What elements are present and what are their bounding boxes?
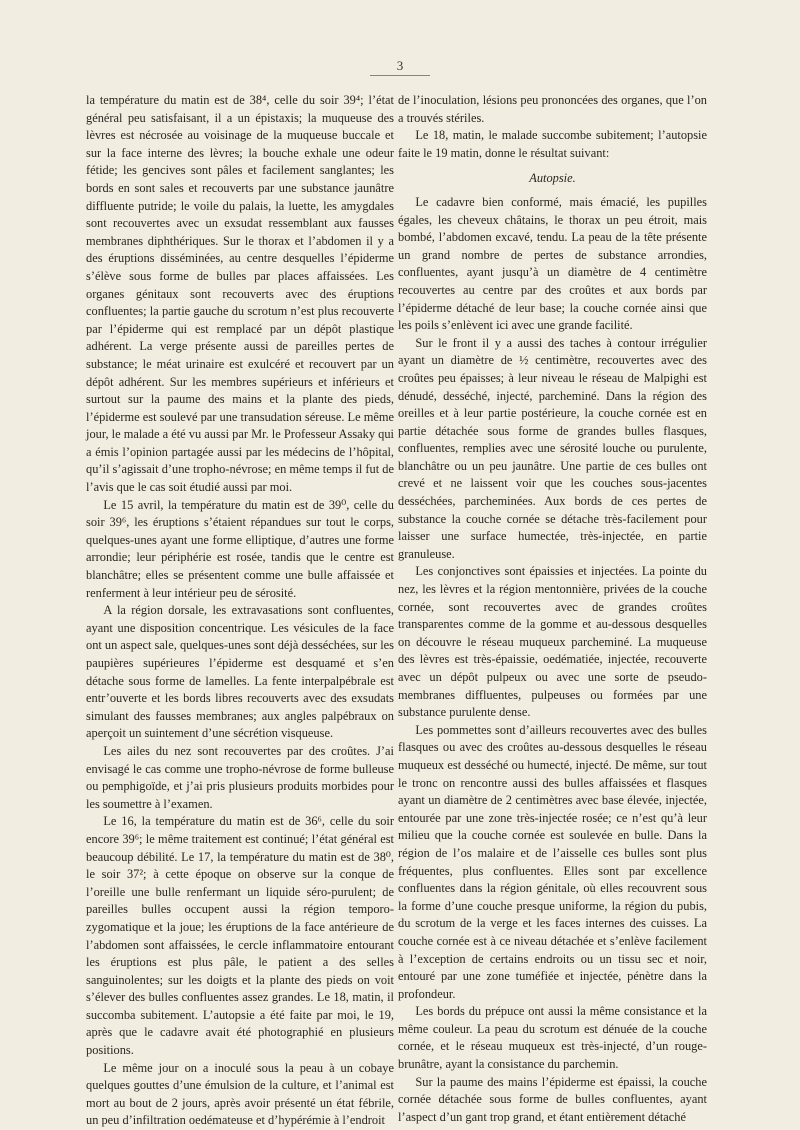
page-number: 3: [396, 58, 404, 73]
paragraph: la température du matin est de 38⁴, celle du soir 39⁴; l’état général peu satisfaisant, il a un épistaxis; la muqueuse des lèvres est nécrosée au voisinage de la muqueuse buccale et sur la face interne des lèvres; la bouche exhale une odeur fétide; les gencives sont pâles et facilement sanglantes; les bords en sont sales et recouverts par une substance jaunâtre diffluente putride; le voile du palais, la luette, les amygdales sont recouvertes avec un exsudat ressemblant aux fausses membranes diphthériques. Sur le thorax et l’abdomen il y a des éruptions disséminées, au centre desquelles l’épiderme s’élève sous forme de bulles par places affaissées. Les organes génitaux sont recouverts avec des éruptions confluentes; la partie gauche du scrotum n’est plus recouverte par l’épiderme qui est remplacé par un dépôt plastique adhérent. La verge présente aussi de pareilles pertes de substance; le méat urinaire est exulcéré et recouvert par un dépôt adhérent. Sur les membres supérieurs et inférieurs et surtout sur la paume des mains et la plante des pieds, l’épiderme est soulevé par une transudation séreuse. Le même jour, le malade a été vu aussi par Mr. le Professeur Assaky qui a émis l’opinion partagée aussi par les médecins de l’hôpital, qu’il s’agissait d’une tropho-névrose; en même temps il fut de l’avis que le cas soit étudié aussi par moi.: [86, 93, 394, 495]
paragraph: A la région dorsale, les extravasations sont confluentes, ayant une disposition concentrique. Les vésicules de la face ont un aspect sale, quelques-unes sont déjà desséchées, sur les paupières supérieures l’épiderme est desquamé et s’en détache sous forme de lamelles. La fente interpalpébrale est entr’ouverte et les bords libres recouverts avec des exsudats simulant des fausses membranes; aux angles palpébraux on aperçoit un suintement d’une sécrétion visqueuse.: [86, 603, 394, 741]
paragraph: Les pommettes sont d’ailleurs recouvertes avec des bulles flasques ou avec des croûtes au-dessous desquelles le réseau muqueux est desséché ou humecté, injecté. De même, sur tout le tronc on rencontre aussi des bulles affaissées et flasques ayant un diamètre de 2 centimètres avec base élevée, injectée, entourée par une zone très-injectée rosée; ce n’est qu’à leur milieu que la couche cornée est soulevée en bulle. Dans la région de l’os malaire et de l’aisselle ces bulles sont plus fréquentes, plus confluentes. Elles sont par excellence confluentes dans la région génitale, où elles recouvrent sous la forme d’une couche presque uniforme, la région du pubis, du scrotum de la verge et les faces internes des cuisses. La couche cornée est à ce niveau détachée et s’enlève facilement à l’exception de certains endroits ou un tissu sec et noir, entouré par une zone tuméfiée et injectée, pénètre dans la profondeur.: [398, 722, 707, 1001]
section-title: Autopsie.: [529, 171, 576, 186]
paragraph: Les bords du prépuce ont aussi la même consistance et la même couleur. La peau du scrotum est dénuée de la couche cornée, et le réseau muqueux est très-injecté, d’un rouge-brunâtre, ayant la consistance du parchemin.: [398, 1004, 707, 1072]
paragraph: Le 18, matin, le malade succombe subitement; l’autopsie faite le 19 matin, donne le résultat suivant:: [398, 128, 707, 160]
left-column: [86, 92, 394, 1130]
paragraph: Le 15 avril, la température du matin est de 39⁰, celle du soir 39⁶, les éruptions s’étaient répandues sur tout le corps, quelques-unes ayant une forme elliptique, d’autres une forme arrondie; leur périphérie est rosée, tandis que le centre est blanchâtre; elles se présentent comme une bulle affaissée et renferment à leur intérieur peu de sérosité.: [86, 497, 394, 600]
paragraph: de l’inoculation, lésions peu prononcées des organes, que l’on a trouvés stériles.: [398, 93, 707, 125]
paragraph: Sur la paume des mains l’épiderme est épaissi, la couche cornée détachée sous forme de bulles confluentes, ayant l’aspect d’un gant trop grand, et étant entièrement détaché: [398, 1074, 707, 1124]
paragraph: Les ailes du nez sont recouvertes par des croûtes. J’ai envisagé le cas comme une tropho-névrose de forme bulleuse ou pemphigoïde, et j’ai pris plusieurs produits morbides pour les soumettre à l’examen.: [86, 743, 394, 811]
paragraph: Les conjonctives sont épaissies et injectées. La pointe du nez, les lèvres et la région mentonnière, privées de la couche cornée, sont recouvertes avec de grandes croûtes transparentes comme de la gomme et au-dessous desquelles on découvre le réseau muqueux parcheminé. La muqueuse des lèvres est très-épaissie, oedématiée, injectée, recouverte avec un dépôt pulpeux ou avec une sorte de pseudo-membranes diffluentes, pulpeuses ou formées par une substance purulente dense.: [398, 564, 707, 720]
paragraph: Le même jour on a inoculé sous la peau à un cobaye quelques gouttes d’une émulsion de la culture, et l’animal est mort au bout de 2 jours, après avoir présenté un état fébrile, un peu d’infiltration oedémateuse et d’hypérémie à l’endroit: [86, 1060, 394, 1128]
right-column: [398, 92, 707, 1126]
paragraph: Le 16, la température du matin est de 36⁶, celle du soir encore 39⁶; le même traitement est continué; l’état général est beaucoup débilité. Le 17, la température du matin est de 38⁰, le soir 37²; à cette époque on observe sur la conque de l’oreille une bulle renfermant un liquide séro-purulent; de pareilles bulles occupent aussi la région temporo-zygomatique et la joue; les éruptions de la face antérieure de l’abdomen sont affaissées, le cercle inflammatoire entourant les éruptions est plus pâle, le patient a des selles sanguinolentes; sur les doigts et la plante des pieds on voit s’élever des bulles confluentes assez grandes. Le 18, matin, il succomba subitement. L’autopsie a été faite par moi, le 19, après que le cadavre avait été photographié en plusieurs positions.: [86, 814, 394, 1058]
paragraph: Sur le front il y a aussi des taches à contour irrégulier ayant un diamètre de ½ centimètre, recouvertes avec des croûtes peu épaisses; à leur niveau le réseau de Malpighi est dénudé, desséché, injecté, parcheminé. Dans la région des oreilles et à leur partie postérieure, la couche cornée est en partie détachée sous forme de grandes bulles flasques, confluentes, remplies avec une sérosité louche ou purulente, blanchâtre ou un peu jaunâtre. Une partie de ces bulles ont crevé et ne laissent voir que les couches sous-jacentes desséchées, parcheminées. Aux bords de ces pertes de substance la couche cornée se détache très-facilement pour laisser une surface humectée, très-injectée, en partie granuleuse.: [398, 335, 707, 561]
paragraph: Le cadavre bien conformé, mais émacié, les pupilles égales, les cheveux châtains, le thorax un peu étroit, mais bombé, l’abdomen excavé, tendu. La peau de la tête présente un grand nombre de pertes de substance arrondies, confluentes, ayant jusqu’à un diamètre de 4 centimètre recouvertes au centre par des croûtes et aux bords par l’épiderme détaché de leur base; la couche cornée ainsi que les poils s’enlèvent ici avec une grande facilité.: [398, 194, 707, 333]
header-rule: [370, 75, 430, 76]
